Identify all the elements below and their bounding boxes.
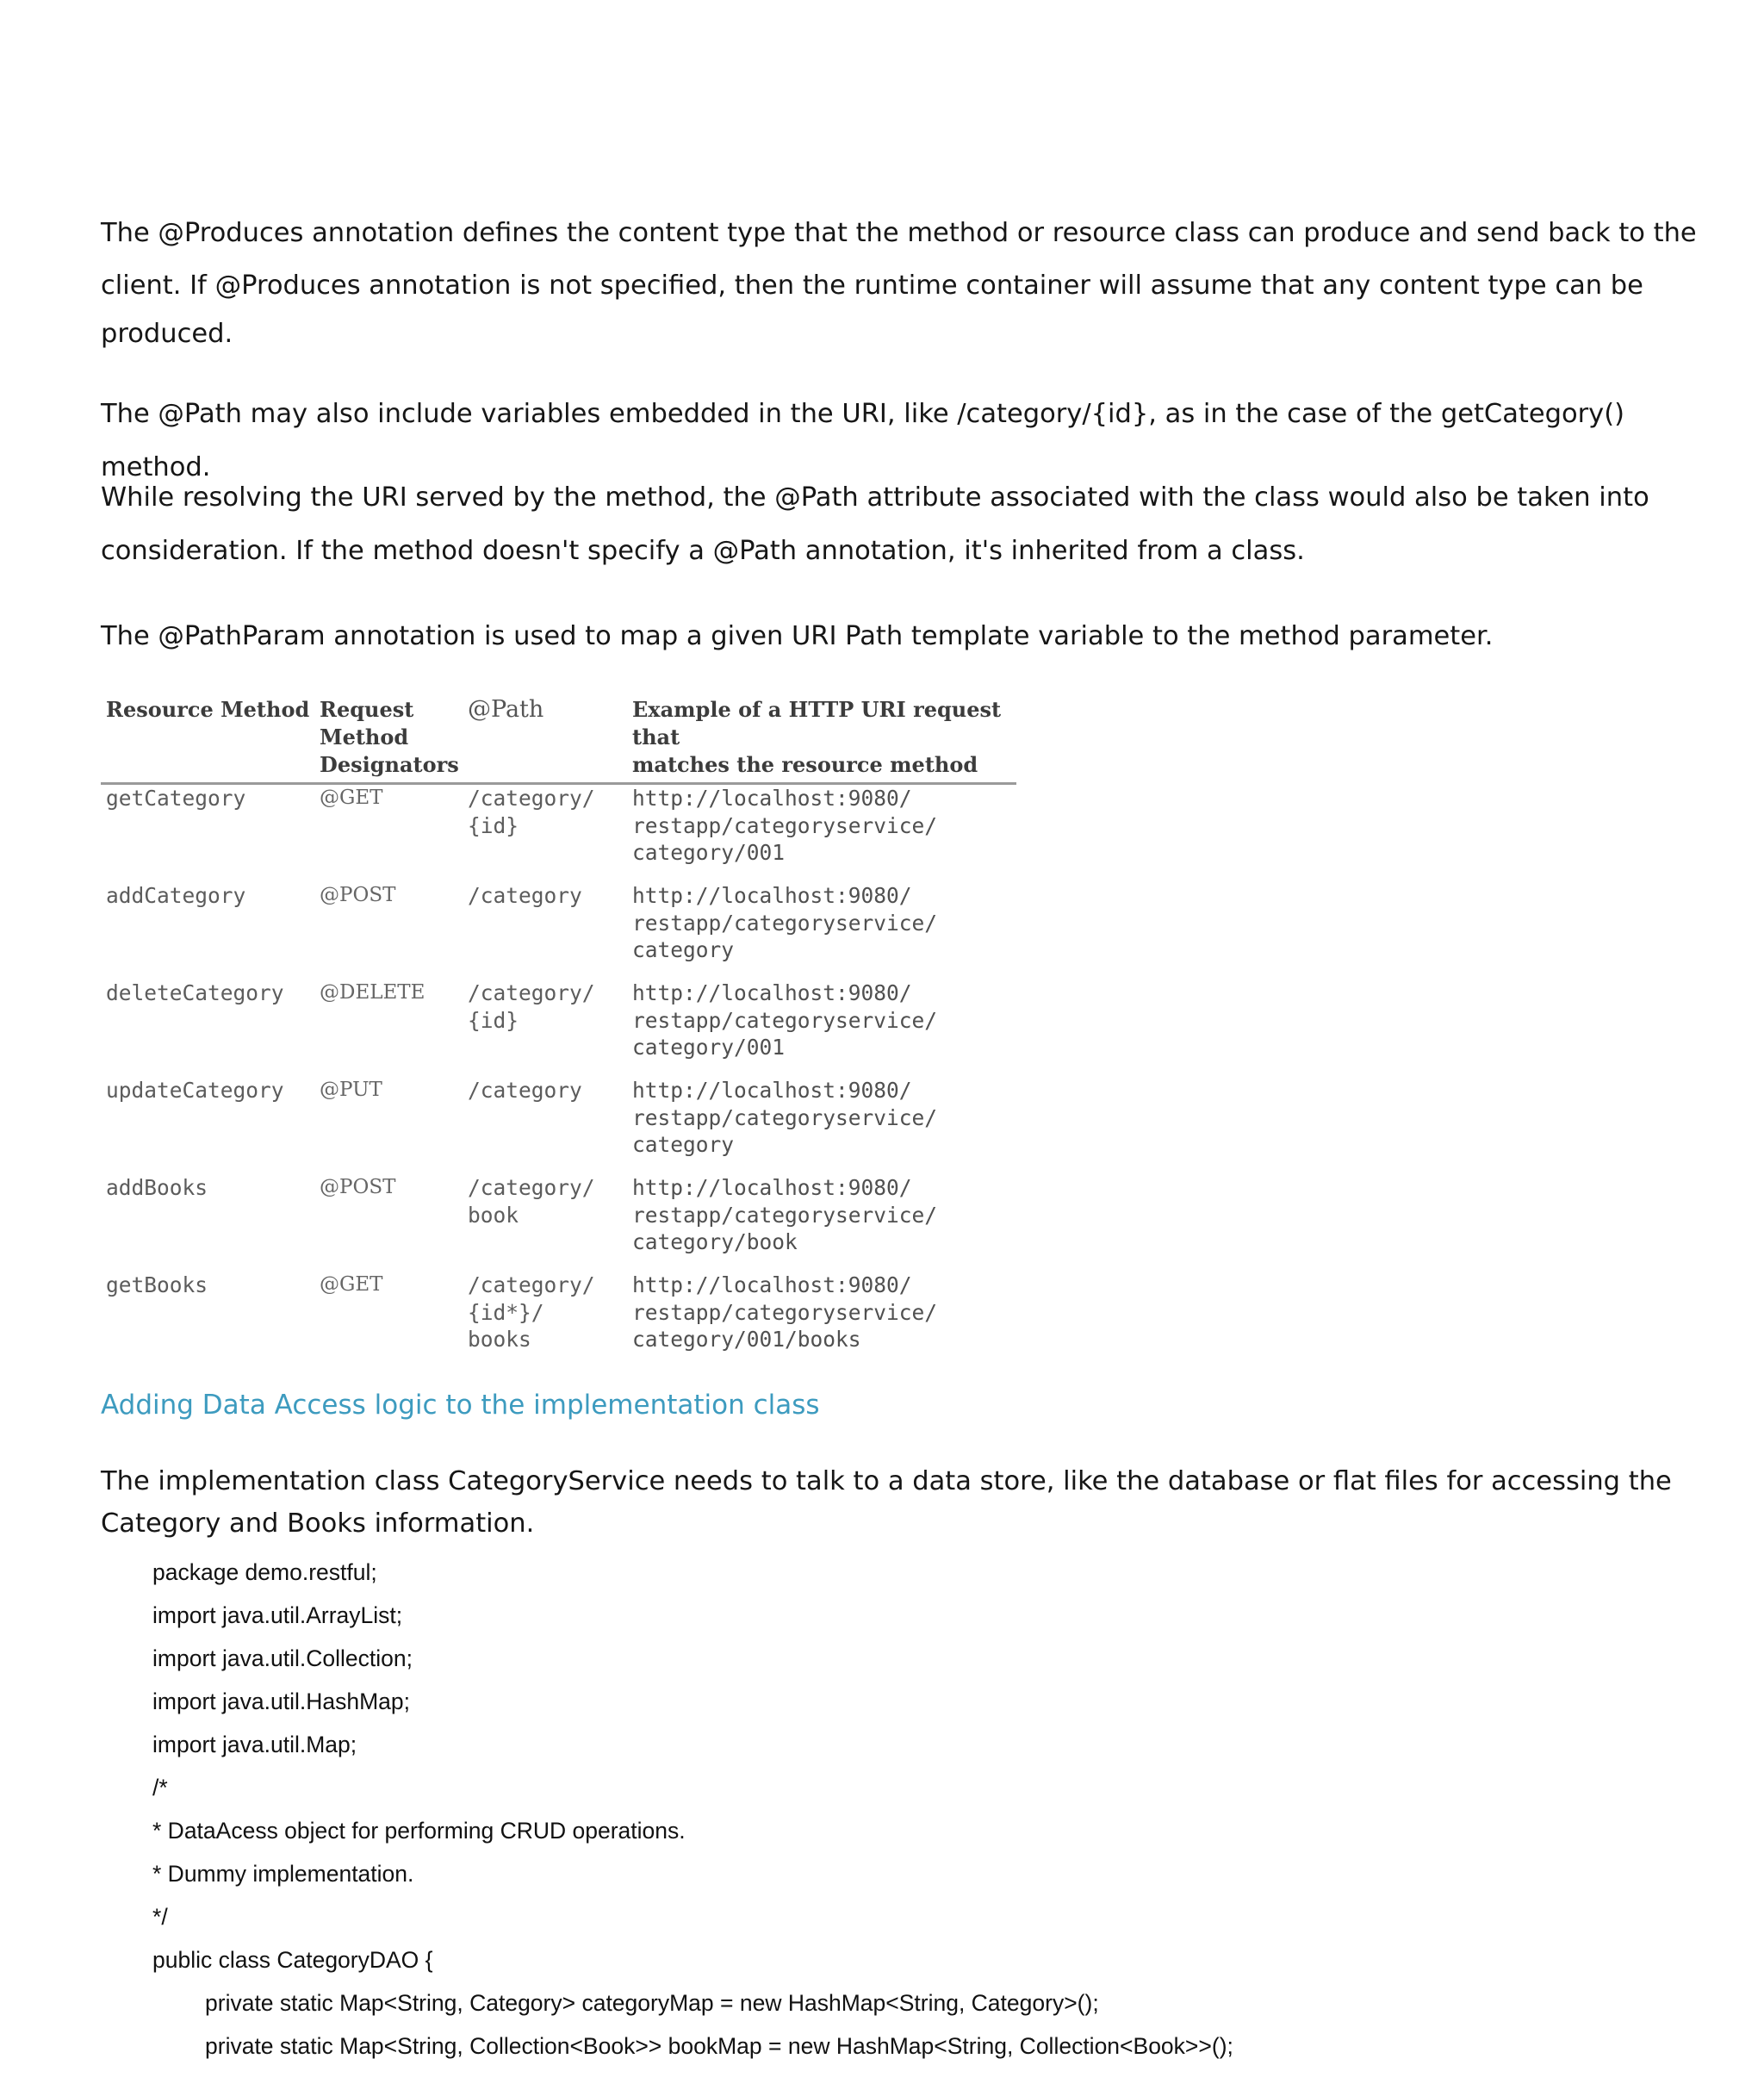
- header-line: Request: [320, 697, 414, 722]
- code-line: /*: [152, 1775, 168, 1801]
- cell-example: http://localhost:9080/ restapp/categoryservice/ category/001: [632, 786, 938, 865]
- code-line: package demo.restful;: [152, 1559, 377, 1585]
- code-line: import java.util.ArrayList;: [152, 1602, 403, 1628]
- cell-method: addBooks: [106, 1175, 208, 1200]
- cell-path: /category: [468, 883, 582, 908]
- header-line: Method: [320, 725, 409, 749]
- cell-method: updateCategory: [106, 1078, 284, 1103]
- cell-designator: @PUT: [320, 1079, 382, 1101]
- code-line: private static Map<String, Category> categoryMap = new HashMap<String, Category>();: [205, 1990, 1099, 2016]
- paragraph-line: consideration. If the method doesn't specify a @Path annotation, it's inherited from a class.: [101, 536, 1305, 566]
- table-row: [101, 785, 1018, 882]
- paragraph-path-resolving: [101, 471, 1703, 578]
- section-heading: Adding Data Access logic to the implementation class: [101, 1390, 820, 1421]
- cell-designator: @DELETE: [320, 981, 425, 1004]
- code-line: */: [152, 1904, 168, 1930]
- header-example-uri: [632, 696, 1018, 779]
- cell-method: deleteCategory: [106, 980, 284, 1005]
- header-request-method-designators: [320, 696, 459, 779]
- cell-path: /category/ {id*}/ books: [468, 1272, 595, 1352]
- cell-designator: @GET: [320, 1273, 383, 1296]
- cell-path: /category/ {id}: [468, 980, 595, 1033]
- code-line: import java.util.Map;: [152, 1732, 357, 1757]
- cell-designator: @POST: [320, 884, 396, 906]
- cell-path: /category/ {id}: [468, 786, 595, 838]
- table-row: [101, 1174, 1018, 1272]
- code-line: private static Map<String, Collection<Book>> bookMap = new HashMap<String, Collection<Book>>();: [205, 2033, 1233, 2059]
- code-line: import java.util.Collection;: [152, 1645, 413, 1671]
- table-row: [101, 980, 1018, 1077]
- paragraph-line: produced.: [101, 319, 233, 349]
- cell-designator: @GET: [320, 787, 383, 809]
- cell-example: http://localhost:9080/ restapp/categoryservice/ category/001/books: [632, 1272, 938, 1352]
- cell-example: http://localhost:9080/ restapp/categoryservice/ category: [632, 883, 938, 962]
- cell-method: getBooks: [106, 1272, 208, 1297]
- table-row: [101, 1077, 1018, 1174]
- table-header-row: [101, 689, 1018, 782]
- code-line: * Dummy implementation.: [152, 1861, 414, 1887]
- cell-method: addCategory: [106, 883, 246, 908]
- cell-example: http://localhost:9080/ restapp/categoryservice/ category: [632, 1078, 938, 1157]
- header-line: matches the resource method: [632, 752, 978, 777]
- cell-designator: @POST: [320, 1176, 396, 1198]
- table-row: [101, 882, 1018, 980]
- paragraph-line: While resolving the URI served by the method, the @Path attribute associated with the class would also be taken into: [101, 482, 1649, 513]
- cell-example: http://localhost:9080/ restapp/categoryservice/ category/001: [632, 980, 938, 1060]
- cell-path: /category/ book: [468, 1175, 595, 1228]
- cell-method: getCategory: [106, 786, 246, 811]
- code-line: * DataAcess object for performing CRUD operations.: [152, 1818, 686, 1844]
- cell-path: /category: [468, 1078, 582, 1103]
- paragraph-line: Category and Books information.: [101, 1508, 535, 1539]
- paragraph-path-variables: The @Path may also include variables embedded in the URI, like /category/{id}, as in the case of the getCategory() method.: [101, 399, 1625, 482]
- paragraph-line: The implementation class CategoryService needs to talk to a data store, like the database or flat files for accessing the: [101, 1466, 1672, 1496]
- paragraph-implementation-class: [101, 1460, 1703, 1545]
- paragraph-pathparam: The @PathParam annotation is used to map a given URI Path template variable to the method parameter.: [101, 621, 1494, 651]
- paragraph-produces: [101, 207, 1703, 360]
- header-line: Designators: [320, 752, 459, 777]
- header-path: @Path: [468, 696, 544, 723]
- cell-example: http://localhost:9080/ restapp/categoryservice/ category/book: [632, 1175, 938, 1254]
- paragraph-line: client. If @Produces annotation is not specified, then the runtime container will assume that any content type can be: [101, 271, 1643, 301]
- table-row: [101, 1272, 1018, 1369]
- paragraph-line: The @Produces annotation defines the content type that the method or resource class can produce and send back to the: [101, 218, 1697, 248]
- code-line: public class CategoryDAO {: [152, 1947, 433, 1973]
- header-line: Example of a HTTP URI request that: [632, 697, 1002, 749]
- header-resource-method: Resource Method: [106, 697, 310, 722]
- code-line: import java.util.HashMap;: [152, 1689, 410, 1714]
